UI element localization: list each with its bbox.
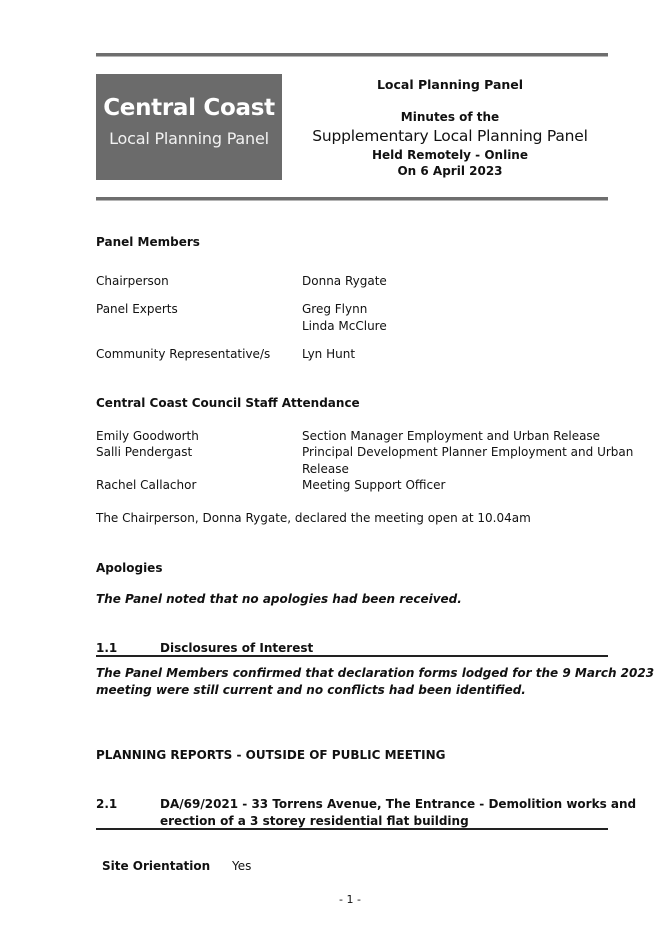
- logo-line-1: Central Coast: [103, 95, 275, 121]
- panel-members-heading: Panel Members: [96, 235, 200, 249]
- header-date: On 6 April 2023: [397, 164, 503, 178]
- planning-reports-heading: PLANNING REPORTS - OUTSIDE OF PUBLIC MEETING: [96, 748, 446, 762]
- item-2-1-rule: [96, 828, 608, 830]
- page-number: - 1 -: [339, 893, 361, 906]
- apologies-text: The Panel noted that no apologies had been received.: [96, 592, 462, 606]
- panel-expert-2: Linda McClure: [302, 319, 387, 333]
- header-bottom-rule: [96, 197, 608, 201]
- site-orientation-label: Site Orientation: [102, 859, 211, 873]
- apologies-heading: Apologies: [96, 561, 163, 575]
- item-1-1-text-1: The Panel Members confirmed that declaration forms lodged for the 9 March 2023: [96, 666, 655, 680]
- staff-title-2a: Principal Development Planner Employment and Urban: [302, 445, 634, 459]
- item-1-1-title: Disclosures of Interest: [160, 641, 314, 655]
- item-1-1-number: 1.1: [96, 641, 118, 655]
- staff-name-3: Rachel Callachor: [96, 478, 197, 492]
- staff-title-3: Meeting Support Officer: [302, 478, 446, 492]
- header-top-rule: [96, 53, 608, 57]
- community-rep-name: Lyn Hunt: [302, 347, 356, 361]
- role-community-rep: Community Representative/s: [96, 347, 271, 361]
- item-2-1-title-1: DA/69/2021 - 33 Torrens Avenue, The Entrance - Demolition works and: [160, 797, 637, 811]
- role-chairperson: Chairperson: [96, 274, 169, 288]
- staff-name-1: Emily Goodworth: [96, 429, 199, 443]
- chairperson-name: Donna Rygate: [302, 274, 387, 288]
- item-2-1-number: 2.1: [96, 797, 118, 811]
- opening-statement: The Chairperson, Donna Rygate, declared the meeting open at 10.04am: [96, 511, 531, 525]
- council-logo: [96, 74, 282, 180]
- header-held: Held Remotely - Online: [372, 148, 528, 162]
- logo-line-2: Local Planning Panel: [109, 129, 269, 148]
- panel-expert-1: Greg Flynn: [302, 302, 368, 316]
- item-1-1-text-2: meeting were still current and no conflicts had been identified.: [96, 683, 526, 697]
- staff-name-2: Salli Pendergast: [96, 445, 193, 459]
- header-minutes-of: Minutes of the: [400, 110, 500, 124]
- item-1-1-rule: [96, 655, 608, 657]
- site-orientation-value: Yes: [232, 859, 252, 873]
- staff-heading: Central Coast Council Staff Attendance: [96, 396, 360, 410]
- item-2-1-title-2: erection of a 3 storey residential flat building: [160, 814, 469, 828]
- staff-title-2b: Release: [302, 462, 349, 476]
- role-panel-experts: Panel Experts: [96, 302, 178, 316]
- staff-title-1: Section Manager Employment and Urban Release: [302, 429, 601, 443]
- header-panel-name: Supplementary Local Planning Panel: [312, 127, 588, 145]
- header-org: Local Planning Panel: [376, 77, 524, 92]
